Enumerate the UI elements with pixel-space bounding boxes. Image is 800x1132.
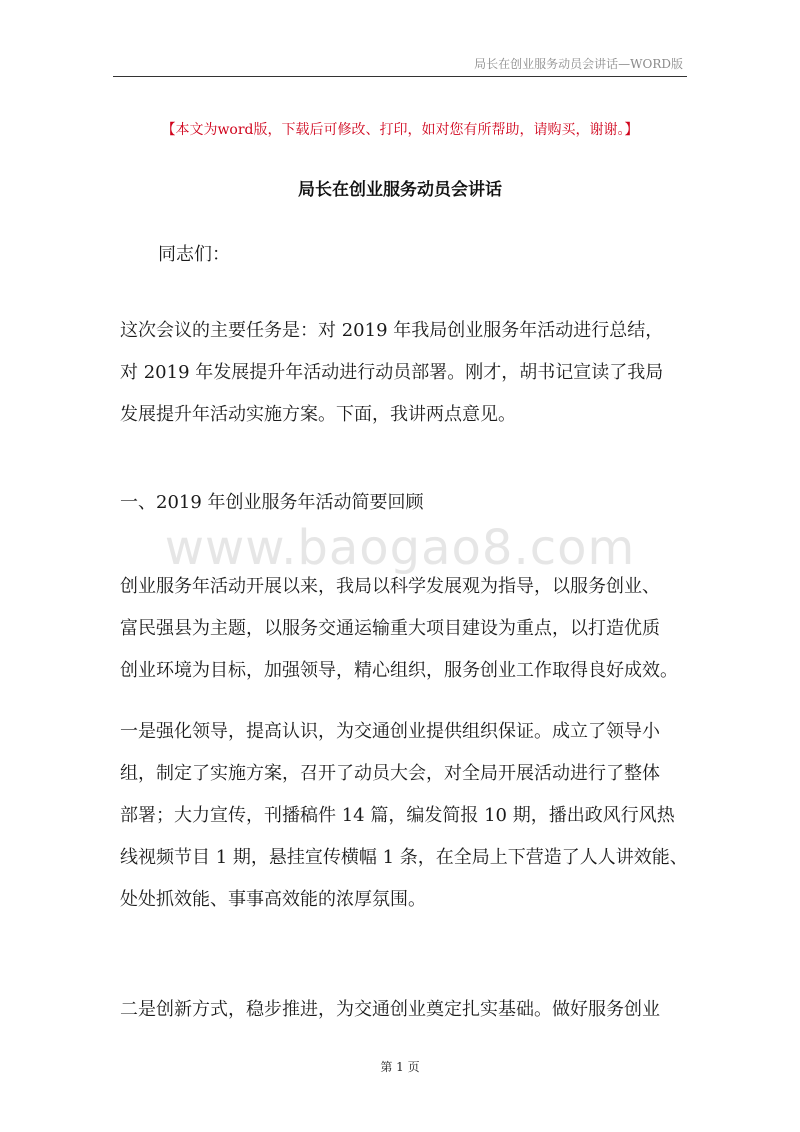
- page-number: 第 1 页: [380, 1060, 420, 1074]
- paragraph-overview: [120, 566, 682, 692]
- paragraph-line: 创业环境为目标，加强领导，精心组织，服务创业工作取得良好成效。: [120, 660, 678, 681]
- paragraph-line: 二是创新方式，稳步推进，为交通创业奠定扎实基础。做好服务创业: [120, 999, 660, 1020]
- salutation: 同志们：: [158, 244, 230, 265]
- paragraph-line: 部署；大力宣传，刊播稿件 14 篇，编发简报 10 期，播出政风行风热: [120, 805, 675, 826]
- section-heading-line: 一、2019 年创业服务年活动简要回顾: [120, 492, 424, 513]
- paragraph-line: 富民强县为主题，以服务交通运输重大项目建设为重点，以打造优质: [120, 618, 660, 639]
- paragraph-leadership: [120, 711, 688, 921]
- purchase-notice: 【本文为word版，下载后可修改、打印，如对您有所帮助，请购买，谢谢。】: [161, 122, 639, 138]
- header-divider: [113, 76, 687, 77]
- paragraph-line: 一是强化领导，提高认识，为交通创业提供组织保证。成立了领导小: [120, 721, 660, 742]
- paragraph-line: 处处抓效能、事事高效能的浓厚氛围。: [120, 889, 426, 910]
- paragraph-meeting-tasks: [120, 310, 682, 436]
- running-header: 局长在创业服务动员会讲话—WORD版: [474, 57, 683, 71]
- paragraph-innovation: [120, 989, 682, 1031]
- paragraph-line: 线视频节目 1 期，悬挂宣传横幅 1 条，在全局上下营造了人人讲效能、: [120, 847, 688, 868]
- watermark: www.baogao8.com: [164, 520, 636, 576]
- paragraph-line: 对 2019 年发展提升年活动进行动员部署。刚才，胡书记宣读了我局: [120, 362, 664, 383]
- paragraph-line: 发展提升年活动实施方案。下面，我讲两点意见。: [120, 404, 516, 425]
- section-heading-review: [120, 482, 682, 524]
- paragraph-line: 这次会议的主要任务是：对 2019 年我局创业服务年活动进行总结，: [120, 320, 664, 341]
- paragraph-line: 组，制定了实施方案，召开了动员大会，对全局开展活动进行了整体: [120, 763, 660, 784]
- page-title: 局长在创业服务动员会讲话: [298, 180, 502, 200]
- paragraph-line: 创业服务年活动开展以来，我局以科学发展观为指导，以服务创业、: [120, 576, 660, 597]
